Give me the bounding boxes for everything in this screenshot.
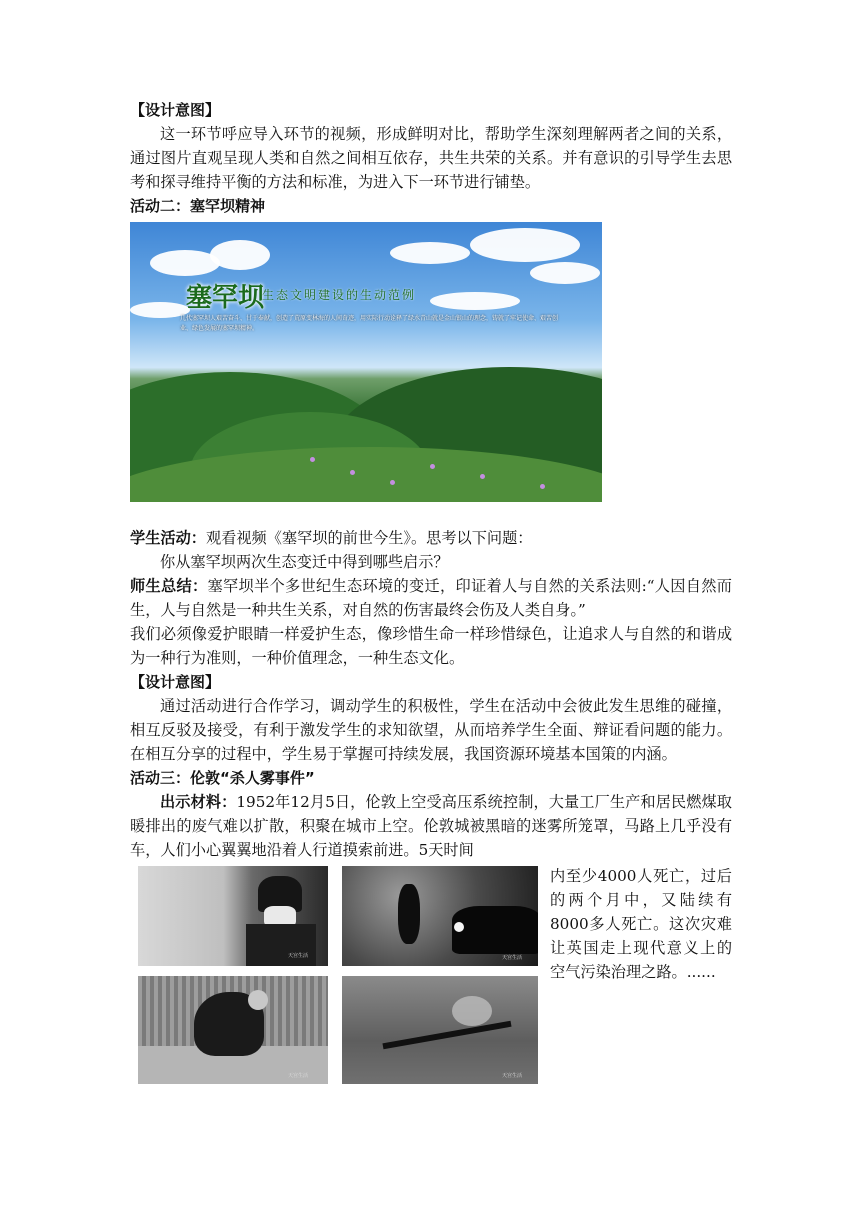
document-page bbox=[130, 98, 732, 1088]
summary-text: 塞罕坝半个多世纪生态环境的变迁，印证着人与自然的关系法则:“人因自然而生，人与自然是一种共生关系，对自然的伤害最终会伤及人类自身。” bbox=[130, 577, 732, 619]
student-activity bbox=[130, 526, 732, 550]
photo-smoke-ship bbox=[342, 976, 538, 1084]
hero-subtitle: 生态文明建设的生动范例 bbox=[262, 288, 417, 302]
london-fog-section bbox=[130, 864, 732, 1088]
watermark-4: 天宫生活 bbox=[502, 1073, 523, 1079]
material-text: 1952年12月5日，伦敦上空受高压系统控制，大量工厂生产和居民燃煤取暖排出的废气难以扩散，积聚在城市上空。伦敦城被黑暗的迷雾所笼罩，马路上几乎没有车，人们小心翼翼地沿着人行道摸索前进。5天时间 bbox=[130, 793, 732, 859]
photo-woman-rail bbox=[138, 976, 328, 1084]
photo-police-mask bbox=[138, 866, 328, 966]
student-activity-text: 观看视频《塞罕坝的前世今生》。思考以下问题： bbox=[205, 529, 533, 547]
activity-three-title: 活动三：伦敦“杀人雾事件” bbox=[130, 769, 315, 787]
watermark-3: 天宫生活 bbox=[288, 1073, 309, 1079]
design-intent-heading-1: 【设计意图】 bbox=[130, 101, 221, 119]
student-question: 你从塞罕坝两次生态变迁中得到哪些启示？ bbox=[160, 553, 449, 571]
material-paragraph bbox=[130, 790, 732, 862]
material-label: 出示材料： bbox=[160, 793, 237, 811]
closing-paragraph: 我们必须像爱护眼睛一样爱护生态，像珍惜生命一样珍惜绿色，让追求人与自然的和谐成为一种行为准则，一种价值理念，一种生态文化。 bbox=[130, 625, 732, 667]
activity-two-title: 活动二：塞罕坝精神 bbox=[130, 197, 266, 215]
saihanba-image bbox=[130, 222, 602, 502]
hero-description: 几代塞罕坝人艰苦奋斗、甘于奉献，创造了荒原变林海的人间奇迹，用实际行动诠释了绿水青山就是金山银山的理念，铸就了牢记使命、艰苦创业、绿色发展的塞罕坝精神。 bbox=[180, 315, 559, 332]
watermark-1: 天宫生活 bbox=[288, 953, 309, 959]
summary-label: 师生总结： bbox=[130, 577, 208, 595]
design-intent-paragraph-1: 这一环节呼应导入环节的视频，形成鲜明对比，帮助学生深刻理解两者之间的关系，通过图片直观呈现人类和自然之间相互依存，共生共荣的关系。并有意识的引导学生去思考和探寻维持平衡的方法和标准，为进入下一环节进行铺垫。 bbox=[130, 125, 732, 191]
design-intent-heading-2: 【设计意图】 bbox=[130, 673, 221, 691]
design-intent-paragraph-2: 通过活动进行合作学习，调动学生的积极性，学生在活动中会彼此发生思维的碰撞，相互反驳及接受，有利于激发学生的求知欲望，从而培养学生全面、辩证看问题的能力。在相互分享的过程中，学生易于掌握可持续发展，我国资源环境基本国策的内涵。 bbox=[130, 697, 732, 763]
fog-side-text: 内至少4000人死亡，过后的两个月中，又陆续有8000多人死亡。这次灾难让英国走上现代意义上的空气污染治理之路。...... bbox=[550, 867, 732, 981]
student-activity-label: 学生活动： bbox=[130, 529, 206, 547]
photo-car-lamp bbox=[342, 866, 538, 966]
teacher-student-summary bbox=[130, 574, 732, 622]
watermark-2: 天宫生活 bbox=[502, 955, 523, 961]
hero-title: 塞罕坝 bbox=[186, 283, 265, 313]
